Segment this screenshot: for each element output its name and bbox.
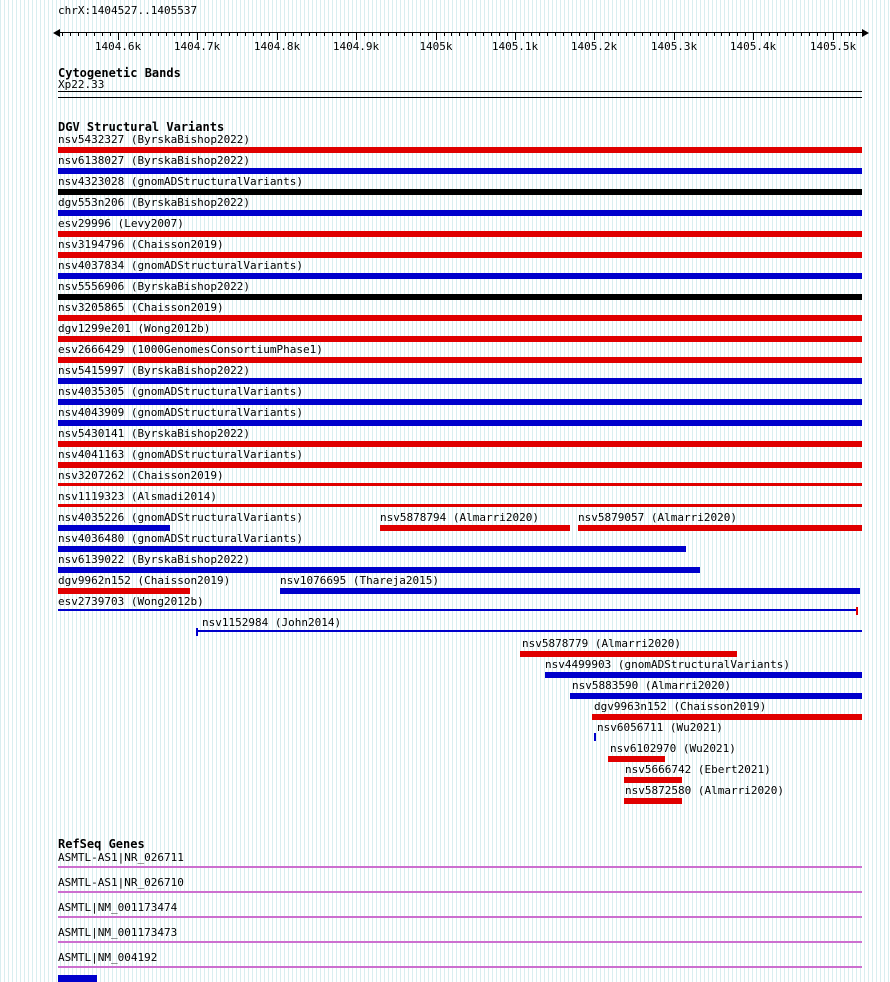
variant-bar[interactable]	[58, 420, 862, 426]
ruler-minor-tick	[729, 32, 730, 36]
ruler-tick-label: 1404.8k	[253, 40, 301, 53]
ruler-minor-tick	[586, 32, 587, 36]
variant-label[interactable]: nsv1152984 (John2014)	[202, 616, 342, 629]
ruler-minor-tick	[610, 32, 611, 36]
section-title-dgv-structural-variants: DGV Structural Variants	[58, 120, 225, 134]
ruler-minor-tick	[737, 32, 738, 36]
ruler-minor-tick	[396, 32, 397, 36]
variant-tick[interactable]	[594, 733, 596, 741]
ruler-minor-tick	[245, 32, 246, 36]
ruler-minor-tick	[102, 32, 103, 36]
ruler-minor-tick	[126, 32, 127, 36]
variant-label[interactable]: nsv4499903 (gnomADStructuralVariants)	[545, 658, 791, 671]
region-position-label: chrX:1404527..1405537	[58, 4, 198, 17]
variant-bar[interactable]	[58, 294, 862, 300]
ruler-minor-tick	[618, 32, 619, 36]
gene-label[interactable]: ASMTL-AS1|NR_026710	[58, 876, 184, 889]
ruler-tick-label: 1405.2k	[570, 40, 618, 53]
variant-label[interactable]: nsv3194796 (Chaisson2019)	[58, 238, 224, 251]
ruler-minor-tick	[682, 32, 683, 36]
variant-label[interactable]: nsv5879057 (Almarri2020)	[578, 511, 737, 524]
ruler-minor-tick	[856, 32, 857, 36]
cytoband-track	[58, 91, 862, 98]
gene-label[interactable]: ASMTL|NM_001173474	[58, 901, 178, 914]
variant-bar[interactable]	[58, 147, 862, 153]
ruler-minor-tick	[388, 32, 389, 36]
ruler-minor-tick	[372, 32, 373, 36]
variant-label[interactable]: nsv3207262 (Chaisson2019)	[58, 469, 224, 482]
ruler-minor-tick	[761, 32, 762, 36]
variant-label[interactable]: esv29996 (Levy2007)	[58, 217, 184, 230]
ruler-major-tick	[118, 32, 119, 40]
variant-label[interactable]: nsv4035305 (gnomADStructuralVariants)	[58, 385, 304, 398]
ruler-minor-tick	[301, 32, 302, 36]
ruler-minor-tick	[340, 32, 341, 36]
section-title-refseq-genes: RefSeq Genes	[58, 837, 145, 851]
ruler-minor-tick	[491, 32, 492, 36]
ruler-minor-tick	[110, 32, 111, 36]
gene-label[interactable]: ASMTL-AS1|NR_026711	[58, 851, 184, 864]
ruler-major-tick	[515, 32, 516, 40]
ruler-minor-tick	[666, 32, 667, 36]
variant-bar[interactable]	[58, 189, 862, 195]
gene-label[interactable]: ASMTL|NM_001173473	[58, 926, 178, 939]
ruler-minor-tick	[253, 32, 254, 36]
ruler-minor-tick	[134, 32, 135, 36]
variant-label[interactable]: nsv4035226 (gnomADStructuralVariants)	[58, 511, 304, 524]
variant-bar[interactable]	[58, 609, 856, 611]
cytoband-label: Xp22.33	[58, 78, 105, 91]
ruler-tick-label: 1404.7k	[173, 40, 221, 53]
variant-label[interactable]: dgv9963n152 (Chaisson2019)	[594, 700, 767, 713]
gene-label[interactable]: ASMTL|NM_004192	[58, 951, 158, 964]
section-title-cytogenetic-bands: Cytogenetic Bands	[58, 66, 181, 80]
ruler-minor-tick	[698, 32, 699, 36]
ruler-minor-tick	[364, 32, 365, 36]
variant-label[interactable]: nsv4037834 (gnomADStructuralVariants)	[58, 259, 304, 272]
variant-bar[interactable]	[592, 714, 862, 720]
ruler-minor-tick	[721, 32, 722, 36]
ruler-minor-tick	[293, 32, 294, 36]
variant-label[interactable]: nsv5878794 (Almarri2020)	[380, 511, 539, 524]
variant-bar[interactable]	[58, 525, 170, 531]
ruler-tick-label: 1405k	[419, 40, 453, 53]
variant-bar[interactable]	[624, 777, 682, 783]
variant-label[interactable]: nsv5415997 (ByrskaBishop2022)	[58, 364, 251, 377]
variant-label[interactable]: nsv5878779 (Almarri2020)	[522, 637, 681, 650]
variant-label[interactable]: nsv1076695 (Thareja2015)	[280, 574, 439, 587]
ruler-major-tick	[197, 32, 198, 40]
variant-bar[interactable]	[58, 378, 862, 384]
ruler-major-tick	[277, 32, 278, 40]
variant-bar[interactable]	[520, 651, 737, 657]
variant-bar[interactable]	[578, 525, 862, 531]
ruler-minor-tick	[555, 32, 556, 36]
variant-bar[interactable]	[196, 630, 862, 632]
ruler-tick-label: 1404.6k	[94, 40, 142, 53]
variant-bar[interactable]	[58, 357, 862, 363]
ruler-minor-tick	[213, 32, 214, 36]
ruler-minor-tick	[420, 32, 421, 36]
ruler-minor-tick	[539, 32, 540, 36]
ruler-minor-tick	[62, 32, 63, 36]
variant-label[interactable]: nsv6139022 (ByrskaBishop2022)	[58, 553, 251, 566]
variant-label[interactable]: nsv4323028 (gnomADStructuralVariants)	[58, 175, 304, 188]
ruler-minor-tick	[166, 32, 167, 36]
variant-label[interactable]: nsv1119323 (Alsmadi2014)	[58, 490, 217, 503]
coordinate-ruler[interactable]	[0, 0, 890, 56]
ruler-minor-tick	[94, 32, 95, 36]
gene-line[interactable]	[58, 866, 862, 868]
variant-bar[interactable]	[280, 588, 860, 594]
variant-bar[interactable]	[545, 672, 862, 678]
ruler-minor-tick	[777, 32, 778, 36]
variant-label[interactable]: dgv9962n152 (Chaisson2019)	[58, 574, 231, 587]
ruler-minor-tick	[714, 32, 715, 36]
ruler-tick-label: 1404.9k	[332, 40, 380, 53]
variant-bar[interactable]	[58, 168, 862, 174]
ruler-minor-tick	[507, 32, 508, 36]
ruler-tick-label: 1405.3k	[650, 40, 698, 53]
ruler-minor-tick	[825, 32, 826, 36]
ruler-minor-tick	[189, 32, 190, 36]
ruler-minor-tick	[801, 32, 802, 36]
ruler-tick-label: 1405.1k	[491, 40, 539, 53]
ruler-minor-tick	[348, 32, 349, 36]
ruler-minor-tick	[174, 32, 175, 36]
ruler-major-tick	[833, 32, 834, 40]
ruler-major-tick	[753, 32, 754, 40]
variant-bar[interactable]	[58, 252, 862, 258]
variant-bar[interactable]	[380, 525, 570, 531]
variant-bar[interactable]	[58, 336, 862, 342]
variant-label[interactable]: nsv5432327 (ByrskaBishop2022)	[58, 133, 251, 146]
variant-label[interactable]: nsv5666742 (Ebert2021)	[625, 763, 771, 776]
ruler-minor-tick	[626, 32, 627, 36]
variant-bar[interactable]	[624, 798, 682, 804]
partial-variant-bar[interactable]	[58, 975, 97, 982]
ruler-left-arrow-icon	[53, 29, 60, 37]
ruler-minor-tick	[269, 32, 270, 36]
ruler-minor-tick	[316, 32, 317, 36]
ruler-minor-tick	[706, 32, 707, 36]
ruler-minor-tick	[205, 32, 206, 36]
gene-line[interactable]	[58, 966, 862, 968]
ruler-minor-tick	[158, 32, 159, 36]
variant-bar[interactable]	[58, 399, 862, 405]
ruler-minor-tick	[467, 32, 468, 36]
variant-label[interactable]: nsv4041163 (gnomADStructuralVariants)	[58, 448, 304, 461]
ruler-minor-tick	[285, 32, 286, 36]
ruler-minor-tick	[70, 32, 71, 36]
ruler-minor-tick	[380, 32, 381, 36]
ruler-minor-tick	[150, 32, 151, 36]
ruler-minor-tick	[332, 32, 333, 36]
variant-bar[interactable]	[58, 231, 862, 237]
variant-label[interactable]: nsv6138027 (ByrskaBishop2022)	[58, 154, 251, 167]
gene-line[interactable]	[58, 916, 862, 918]
ruler-minor-tick	[817, 32, 818, 36]
variant-bar[interactable]	[58, 315, 862, 321]
variant-bar[interactable]	[58, 462, 862, 468]
ruler-minor-tick	[181, 32, 182, 36]
ruler-tick-label: 1405.5k	[809, 40, 857, 53]
ruler-minor-tick	[412, 32, 413, 36]
variant-bar[interactable]	[570, 693, 862, 699]
ruler-minor-tick	[428, 32, 429, 36]
variant-label[interactable]: nsv5872580 (Almarri2020)	[625, 784, 784, 797]
ruler-minor-tick	[690, 32, 691, 36]
variant-label[interactable]: dgv1299e201 (Wong2012b)	[58, 322, 211, 335]
ruler-tick-label: 1405.4k	[729, 40, 777, 53]
ruler-major-tick	[594, 32, 595, 40]
variant-label[interactable]: esv2739703 (Wong2012b)	[58, 595, 204, 608]
variant-bar[interactable]	[58, 504, 862, 507]
ruler-major-tick	[674, 32, 675, 40]
ruler-minor-tick	[579, 32, 580, 36]
ruler-minor-tick	[78, 32, 79, 36]
ruler-minor-tick	[547, 32, 548, 36]
variant-bar[interactable]	[608, 756, 665, 762]
ruler-minor-tick	[237, 32, 238, 36]
variant-label[interactable]: nsv5556906 (ByrskaBishop2022)	[58, 280, 251, 293]
ruler-minor-tick	[451, 32, 452, 36]
ruler-right-arrow-icon	[862, 29, 869, 37]
variant-bar[interactable]	[58, 273, 862, 279]
ruler-minor-tick	[221, 32, 222, 36]
ruler-minor-tick	[309, 32, 310, 36]
variant-label[interactable]: nsv5430141 (ByrskaBishop2022)	[58, 427, 251, 440]
ruler-minor-tick	[634, 32, 635, 36]
ruler-minor-tick	[499, 32, 500, 36]
ruler-minor-tick	[86, 32, 87, 36]
variant-bar[interactable]	[58, 567, 700, 573]
gene-line[interactable]	[58, 891, 862, 893]
variant-bar[interactable]	[58, 210, 862, 216]
ruler-minor-tick	[475, 32, 476, 36]
variant-label[interactable]: nsv4036480 (gnomADStructuralVariants)	[58, 532, 304, 545]
variant-bar[interactable]	[58, 483, 862, 486]
ruler-minor-tick	[571, 32, 572, 36]
ruler-minor-tick	[404, 32, 405, 36]
ruler-minor-tick	[793, 32, 794, 36]
ruler-minor-tick	[531, 32, 532, 36]
variant-label[interactable]: nsv6102970 (Wu2021)	[610, 742, 736, 755]
ruler-major-tick	[356, 32, 357, 40]
ruler-minor-tick	[483, 32, 484, 36]
variant-label[interactable]: dgv553n206 (ByrskaBishop2022)	[58, 196, 251, 209]
ruler-minor-tick	[563, 32, 564, 36]
ruler-minor-tick	[324, 32, 325, 36]
gene-line[interactable]	[58, 941, 862, 943]
variant-bar[interactable]	[58, 588, 190, 594]
ruler-minor-tick	[444, 32, 445, 36]
variant-bar[interactable]	[58, 546, 686, 552]
variant-label[interactable]: nsv4043909 (gnomADStructuralVariants)	[58, 406, 304, 419]
ruler-minor-tick	[841, 32, 842, 36]
ruler-minor-tick	[809, 32, 810, 36]
variant-label[interactable]: nsv3205865 (Chaisson2019)	[58, 301, 224, 314]
ruler-minor-tick	[769, 32, 770, 36]
ruler-minor-tick	[642, 32, 643, 36]
ruler-minor-tick	[459, 32, 460, 36]
ruler-minor-tick	[658, 32, 659, 36]
variant-label[interactable]: nsv6056711 (Wu2021)	[597, 721, 723, 734]
variant-tick[interactable]	[856, 607, 858, 615]
ruler-minor-tick	[229, 32, 230, 36]
ruler-minor-tick	[849, 32, 850, 36]
ruler-minor-tick	[785, 32, 786, 36]
variant-label[interactable]: nsv5883590 (Almarri2020)	[572, 679, 731, 692]
ruler-major-tick	[436, 32, 437, 40]
variant-label[interactable]: esv2666429 (1000GenomesConsortiumPhase1)	[58, 343, 323, 356]
ruler-minor-tick	[650, 32, 651, 36]
ruler-minor-tick	[745, 32, 746, 36]
ruler-minor-tick	[142, 32, 143, 36]
ruler-minor-tick	[523, 32, 524, 36]
variant-bar[interactable]	[58, 441, 862, 447]
ruler-minor-tick	[261, 32, 262, 36]
ruler-minor-tick	[602, 32, 603, 36]
